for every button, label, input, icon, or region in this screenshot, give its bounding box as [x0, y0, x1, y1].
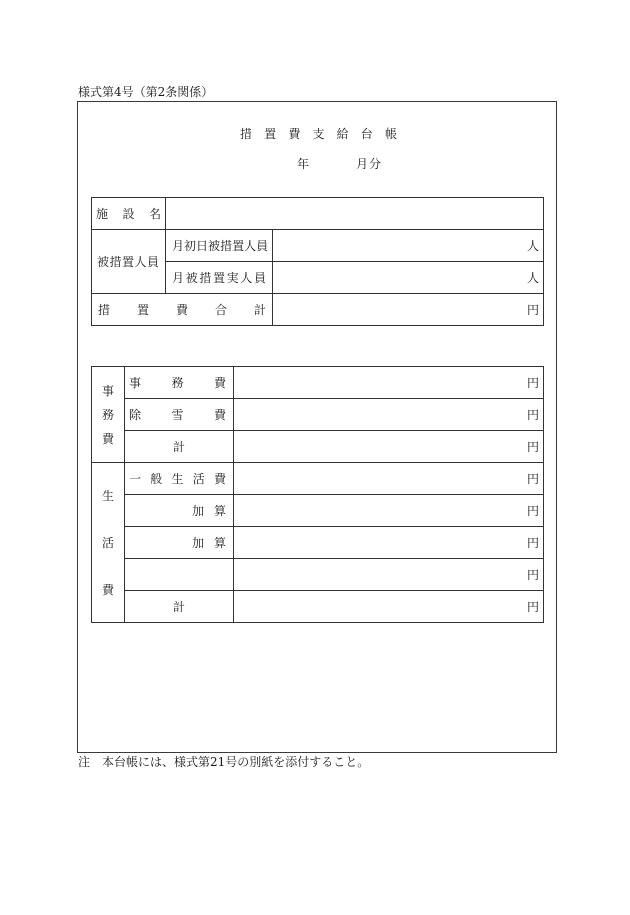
blank-label-cell [125, 559, 234, 591]
label-char: 事 [101, 383, 114, 398]
label-char: 措 [220, 238, 233, 253]
facility-name-row [92, 198, 544, 230]
office-expense-label [129, 376, 226, 390]
label-char: 名 [148, 206, 161, 221]
addition-label [192, 504, 226, 518]
label-char: 月 [172, 270, 185, 285]
label-char: 員 [253, 270, 266, 285]
label-char: 費 [213, 471, 226, 486]
actual-persons-label [172, 271, 266, 285]
amount-cell: 円 [234, 463, 544, 495]
form-number-label: 様式第4号（第2条関係） [78, 85, 214, 99]
label-char: 帳 [384, 127, 397, 141]
row-label-cell [125, 399, 234, 431]
living-subtotal-label: 計 [125, 591, 234, 623]
label-char: 措 [240, 127, 253, 141]
persons-row-first-day [92, 230, 544, 262]
total-label [98, 303, 266, 317]
label-char: 加 [192, 535, 205, 550]
label-char: 措 [98, 302, 111, 317]
amount-cell: 円 [234, 367, 544, 399]
label-char: 設 [122, 206, 135, 221]
addition-label [192, 536, 226, 550]
facility-name-label-cell [92, 198, 166, 230]
ledger-title [240, 127, 397, 141]
label-char: 置 [264, 127, 277, 141]
label-char: 人 [134, 254, 147, 269]
total-value-cell: 円 [273, 294, 544, 326]
amount-cell: 円 [234, 495, 544, 527]
label-char: 措 [109, 254, 122, 269]
snow-removal-label [129, 408, 226, 422]
table-row [92, 463, 544, 495]
living-expense-group-cell [92, 463, 125, 623]
label-char: 日 [196, 238, 209, 253]
amount-cell: 円 [234, 527, 544, 559]
amount-cell: 円 [234, 591, 544, 623]
label-char: 雪 [171, 407, 184, 422]
office-expense-group-cell [92, 367, 125, 463]
amount-cell: 円 [234, 559, 544, 591]
label-char: 費 [213, 407, 226, 422]
table-row [92, 431, 544, 463]
row-label-cell [125, 367, 234, 399]
label-char: 務 [171, 375, 184, 390]
label-char: 人 [240, 270, 253, 285]
label-char: 月 [172, 238, 185, 253]
label-char: 費 [213, 375, 226, 390]
office-expense-group-label [101, 384, 115, 446]
label-char: 給 [336, 127, 349, 141]
label-char: 算 [213, 535, 226, 550]
label-char: 置 [136, 302, 149, 317]
label-char: 置 [212, 270, 225, 285]
label-char: 活 [192, 471, 205, 486]
label-char: 置 [232, 238, 245, 253]
general-living-expense-label [129, 472, 226, 486]
row-label-cell [125, 463, 234, 495]
label-char: 一 [129, 471, 142, 486]
row-label-cell [125, 527, 234, 559]
label-char: 台 [360, 127, 373, 141]
facility-name-value-cell [166, 198, 544, 230]
label-char: 被 [97, 254, 110, 269]
total-label-cell [92, 294, 273, 326]
label-char: 被 [185, 270, 198, 285]
label-char: 員 [146, 254, 159, 269]
label-char: 計 [253, 302, 266, 317]
label-char: 加 [192, 503, 205, 518]
facility-name-label [96, 207, 161, 221]
label-char: 除 [129, 407, 142, 422]
label-char: 費 [101, 431, 114, 446]
table-row [92, 367, 544, 399]
persons-label [97, 255, 159, 269]
label-char: 置 [121, 254, 134, 269]
table-row [92, 399, 544, 431]
footnote: 注 本台帳には、様式第21号の別紙を添付すること。 [78, 755, 370, 769]
label-char: 般 [150, 471, 163, 486]
row-label-cell [125, 495, 234, 527]
label-char: 員 [256, 238, 269, 253]
table-row [92, 495, 544, 527]
label-char: 活 [101, 535, 114, 550]
label-char: 費 [288, 127, 301, 141]
label-char: 生 [101, 488, 114, 503]
label-char: 費 [101, 582, 114, 597]
table-row [92, 527, 544, 559]
label-char: 人 [244, 238, 257, 253]
table-row [92, 559, 544, 591]
label-char: 生 [171, 471, 184, 486]
expense-table [91, 366, 544, 623]
label-char: 施 [96, 206, 109, 221]
label-char: 被 [208, 238, 221, 253]
facility-table [91, 197, 544, 326]
label-char: 実 [226, 270, 239, 285]
actual-persons-label-cell [166, 262, 273, 294]
label-char: 措 [199, 270, 212, 285]
actual-persons-value-cell: 人 [273, 262, 544, 294]
amount-cell: 円 [234, 431, 544, 463]
first-day-persons-label-cell [166, 230, 273, 262]
living-expense-group-label [101, 489, 115, 597]
first-day-persons-label [172, 238, 269, 253]
table-row [92, 591, 544, 623]
month-label: 月分 [356, 157, 383, 171]
year-label: 年 [297, 157, 310, 171]
label-char: 費 [175, 302, 188, 317]
label-char: 算 [213, 503, 226, 518]
persons-label-cell [92, 230, 166, 294]
label-char: 事 [129, 375, 142, 390]
office-subtotal-label: 計 [125, 431, 234, 463]
label-char: 合 [214, 302, 227, 317]
total-row [92, 294, 544, 326]
amount-cell: 円 [234, 399, 544, 431]
first-day-persons-value-cell: 人 [273, 230, 544, 262]
label-char: 初 [184, 238, 197, 253]
label-char: 支 [312, 127, 325, 141]
label-char: 務 [101, 407, 114, 422]
